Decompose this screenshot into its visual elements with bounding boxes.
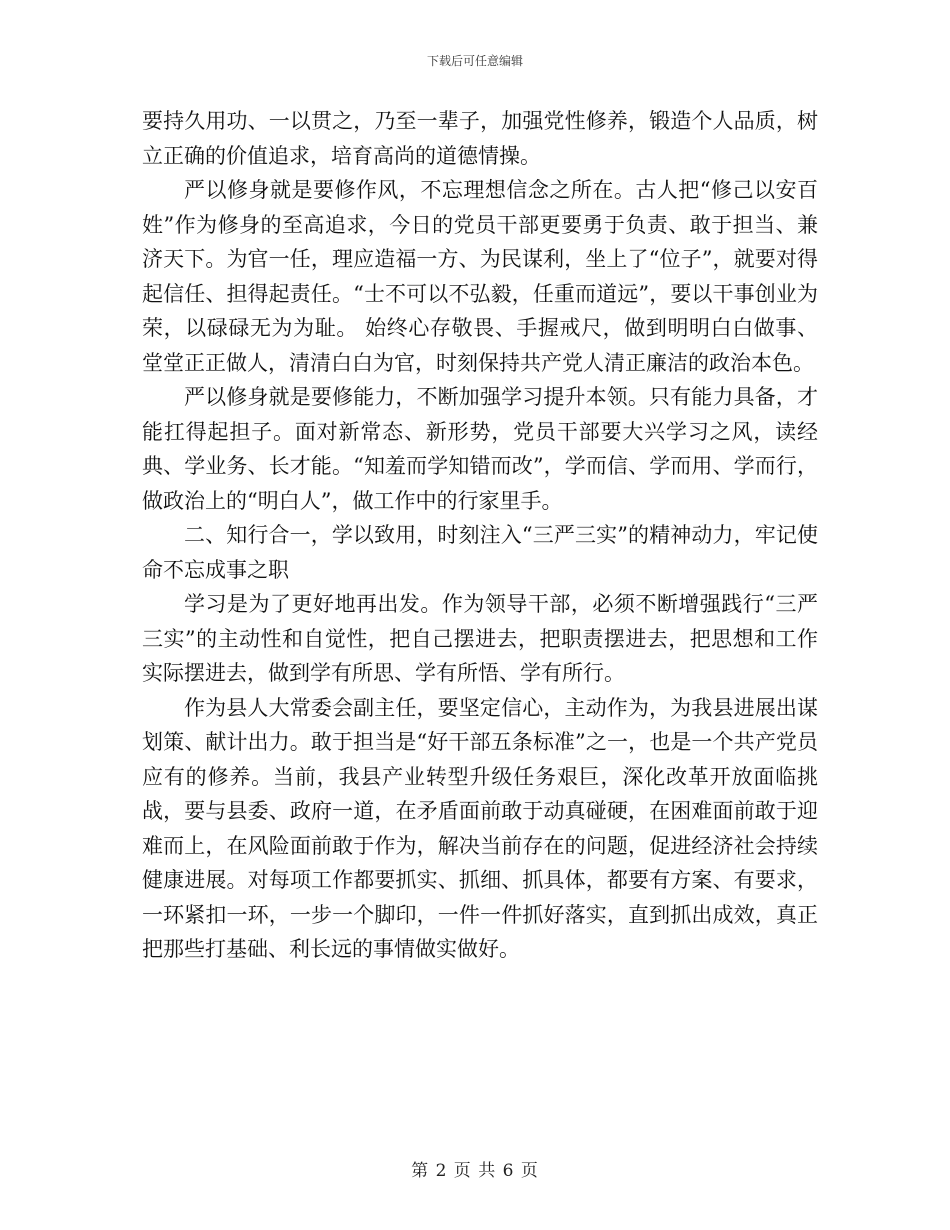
page-header: 下载后可任意编辑 bbox=[426, 54, 523, 68]
paragraph-4: 学习是为了更好地再出发。作为领导干部，必须不断增强践行“三严三实”的主动性和自觉性，把自己摆进去，把职责摆进去，把思想和工作实际摆进去，做到学有所思、学有所悟、学有所行。 bbox=[142, 592, 818, 685]
document-body bbox=[142, 104, 818, 967]
section-heading: 二、知行合一，学以致用，时刻注入“三严三实”的精神动力，牢记使命不忘成事之职 bbox=[142, 523, 818, 582]
paragraph-2: 严以修身就是要修作风，不忘理想信念之所在。古人把“修己以安百姓”作为修身的至高追求，今日的党员干部更要勇于负责、敢于担当、兼济天下。为官一任，理应造福一方、为民谋利，坐上了“位子”，就要对得起信任、担得起责任。“士不可以不弘毅，任重而道远”，要以干事创业为荣，以碌碌无为为耻。 始终心存敬畏、手握戒尺，做到明明白白做事、堂堂正正做人，清清白白为官，时刻保持共产党人清正廉洁的政治本色。 bbox=[142, 178, 818, 375]
paragraph-5: 作为县人大常委会副主任，要坚定信心，主动作为，为我县进展出谋划策、献计出力。敢于担当是“好干部五条标准”之一，也是一个共产党员应有的修养。当前，我县产业转型升级任务艰巨，深化改革开放面临挑战，要与县委、政府一道，在矛盾面前敢于动真碰硬，在困难面前敢于迎难而上，在风险面前敢于作为，解决当前存在的问题，促进经济社会持续健康进展。对每项工作都要抓实、抓细、抓具体，都要有方案、有要求，一环紧扣一环，一步一个脚印，一件一件抓好落实，直到抓出成效，真正把那些打基础、利长远的事情做实做好。 bbox=[142, 695, 818, 961]
page-number: 第 2 页 共 6 页 bbox=[411, 1161, 539, 1181]
paragraph-1: 要持久用功、一以贯之，乃至一辈子，加强党性修养，锻造个人品质，树立正确的价值追求，培育高尚的道德情操。 bbox=[142, 109, 818, 168]
paragraph-3: 严以修身就是要修能力，不断加强学习提升本领。只有能力具备，才能扛得起担子。面对新常态、新形势，党员干部要大兴学习之风，读经典、学业务、长才能。“知羞而学知错而改”，学而信、学而用、学而行，做政治上的“明白人”，做工作中的行家里手。 bbox=[142, 385, 818, 513]
